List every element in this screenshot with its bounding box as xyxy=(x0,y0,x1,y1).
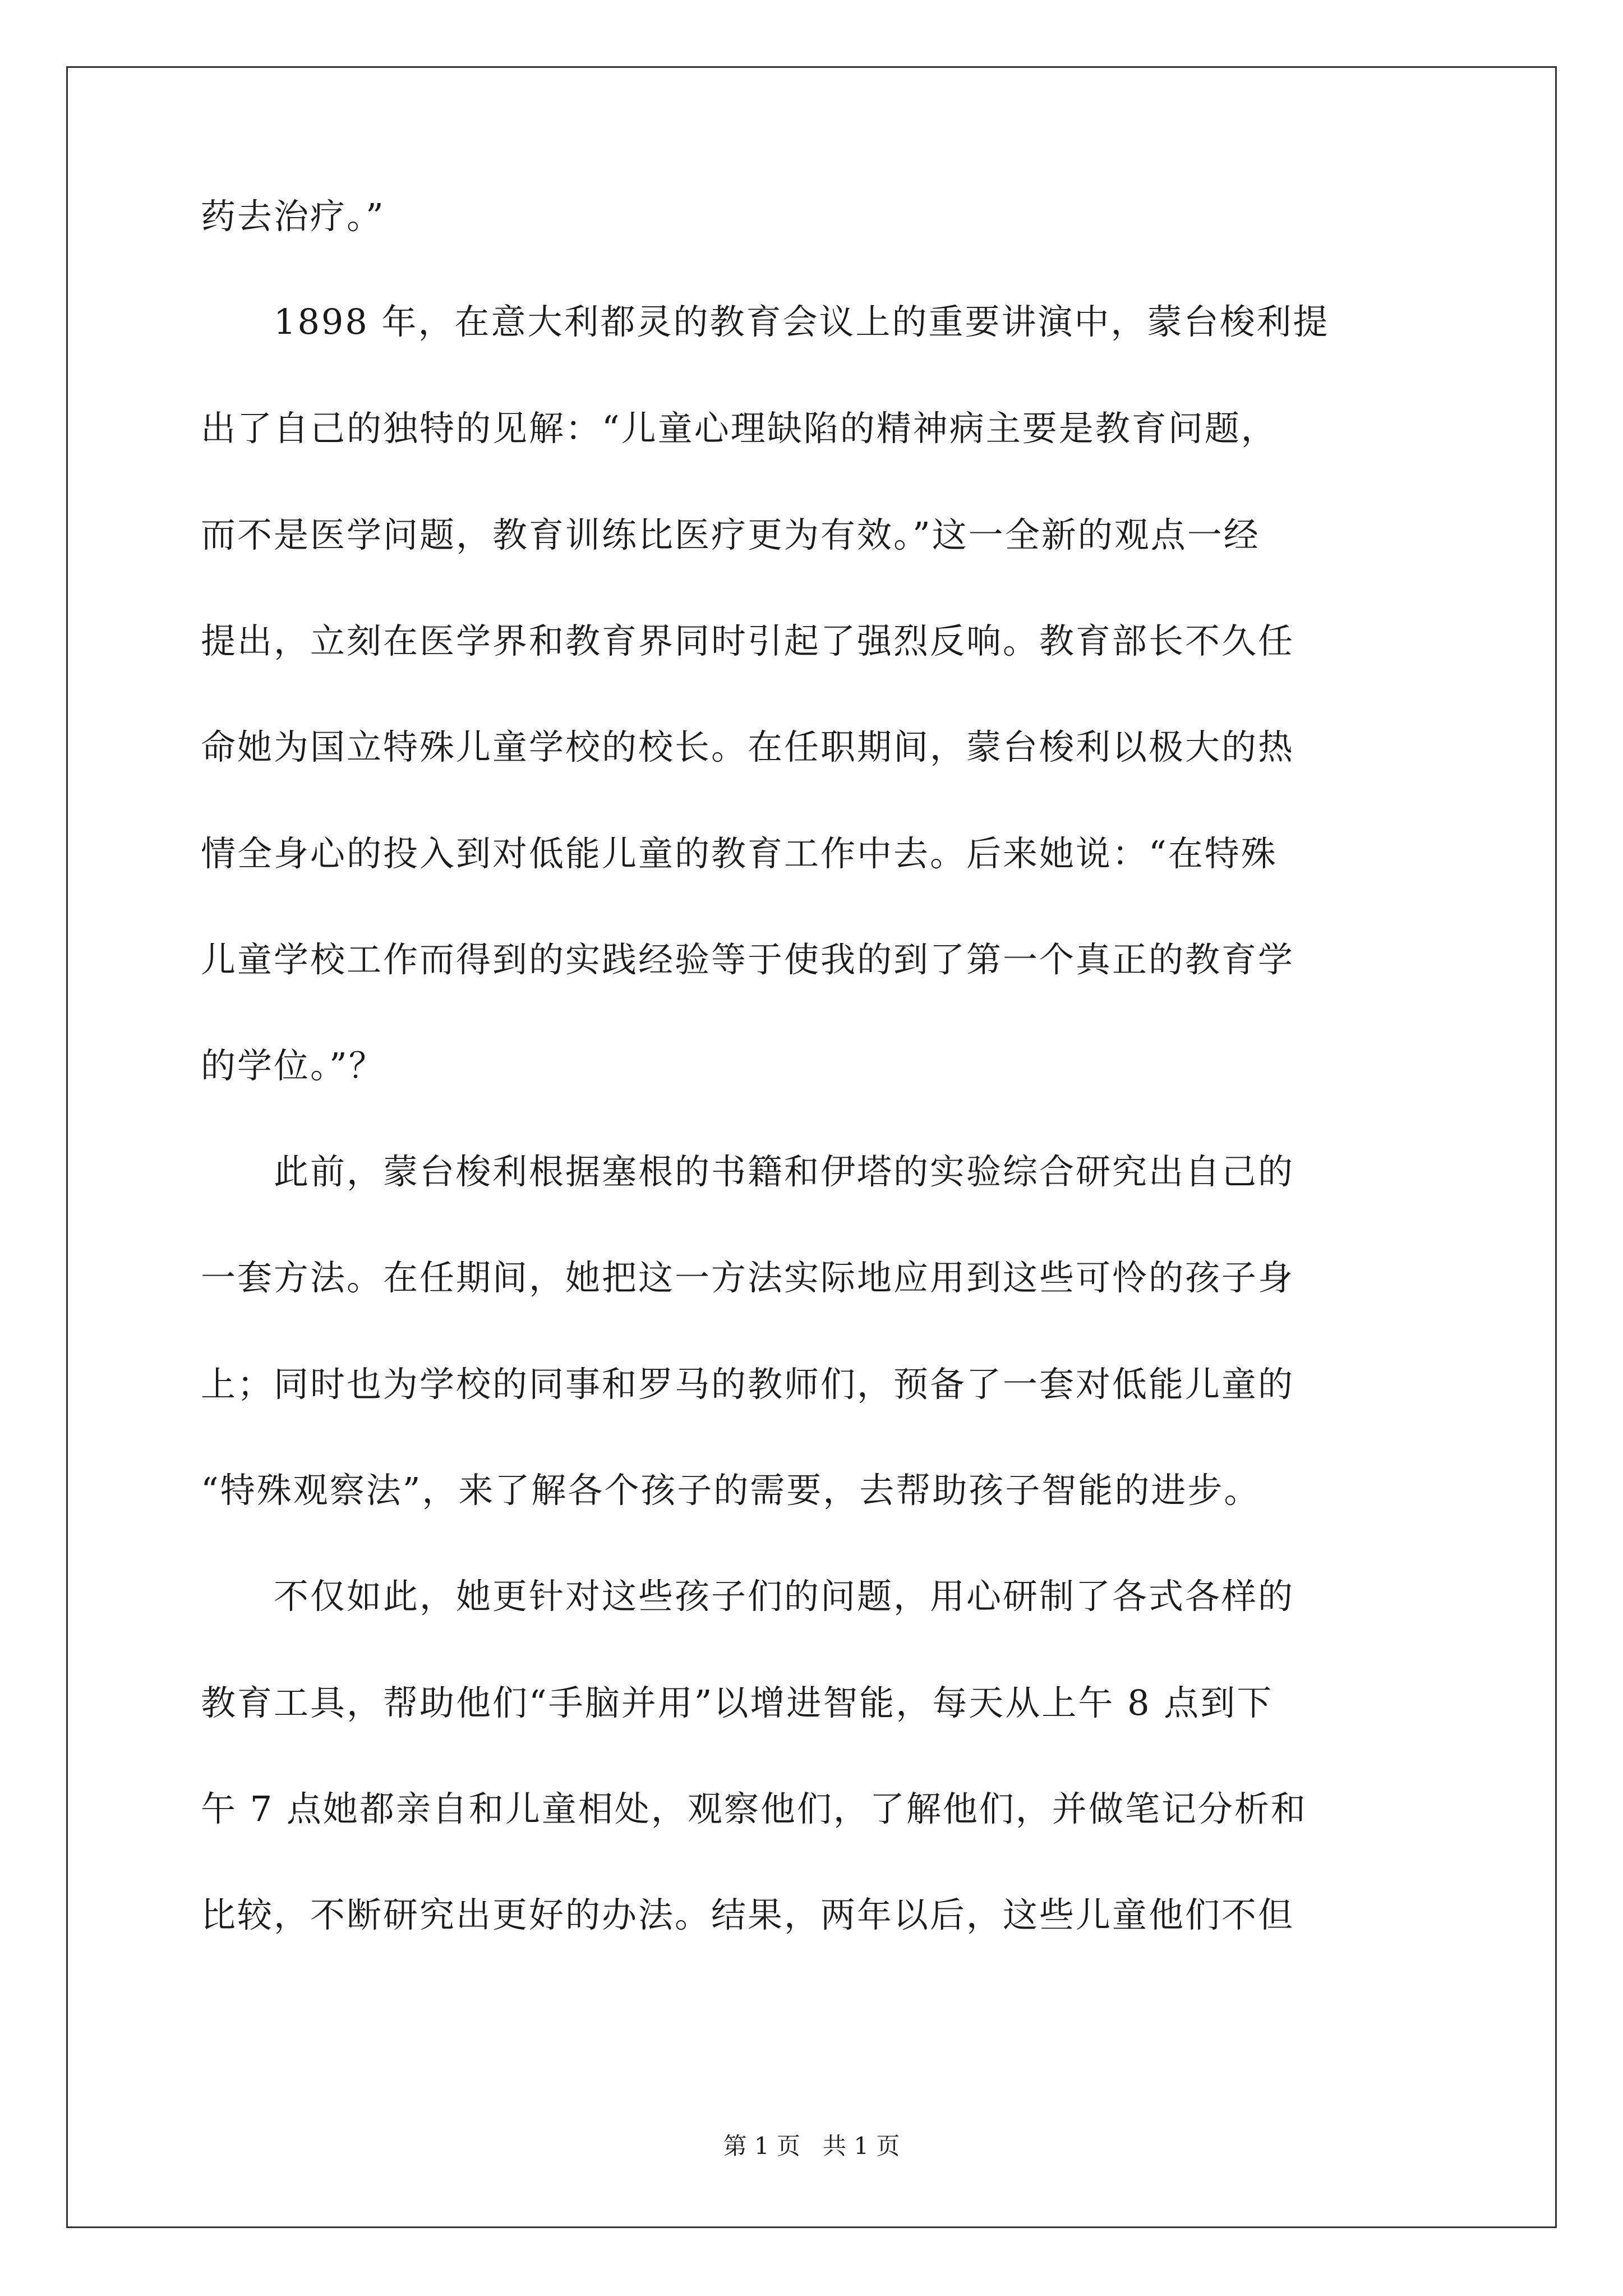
text-line: 午 7 点她都亲自和儿童相处，观察他们，了解他们，并做笔记分析和 xyxy=(201,1788,1307,1829)
text-line: 1898 年，在意大利都灵的教育会议上的重要讲演中，蒙台梭利提 xyxy=(201,301,1330,342)
text-line: 而不是医学问题，教育训练比医疗更为有效。”这一全新的观点一经 xyxy=(201,514,1260,555)
text-line: 不仅如此，她更针对这些孩子们的问题，用心研制了各式各样的 xyxy=(201,1576,1295,1617)
text-line: 的学位。”？ xyxy=(201,1045,385,1086)
page-number: 第 1 页 xyxy=(723,2132,800,2160)
text-line: 药去治疗。” xyxy=(201,196,385,237)
text-line: 儿童学校工作而得到的实践经验等于使我的到了第一个真正的教育学 xyxy=(201,939,1295,980)
page-footer xyxy=(0,2134,1623,2158)
page-total: 共 1 页 xyxy=(823,2132,900,2160)
text-line: “特殊观察法”，来了解各个孩子的需要，去帮助孩子智能的进步。 xyxy=(201,1470,1261,1511)
text-line: 比较，不断研究出更好的办法。结果，两年以后，这些儿童他们不但 xyxy=(201,1894,1295,1935)
text-line: 情全身心的投入到对低能儿童的教育工作中去。后来她说：“在特殊 xyxy=(201,833,1278,874)
text-line: 教育工具，帮助他们“手脑并用”以增进智能，每天从上午 8 点到下 xyxy=(201,1682,1274,1723)
text-line: 出了自己的独特的见解：“儿童心理缺陷的精神病主要是教育问题， xyxy=(201,408,1278,449)
text-line: 上；同时也为学校的同事和罗马的教师们，预备了一套对低能儿童的 xyxy=(201,1364,1295,1405)
text-line: 一套方法。在任期间，她把这一方法实际地应用到这些可怜的孩子身 xyxy=(201,1257,1295,1298)
text-line: 提出，立刻在医学界和教育界同时引起了强烈反响。教育部长不久任 xyxy=(201,620,1295,661)
text-line: 命她为国立特殊儿童学校的校长。在任职期间，蒙台梭利以极大的热 xyxy=(201,726,1295,767)
text-line: 此前，蒙台梭利根据塞根的书籍和伊塔的实验综合研究出自己的 xyxy=(201,1151,1295,1192)
